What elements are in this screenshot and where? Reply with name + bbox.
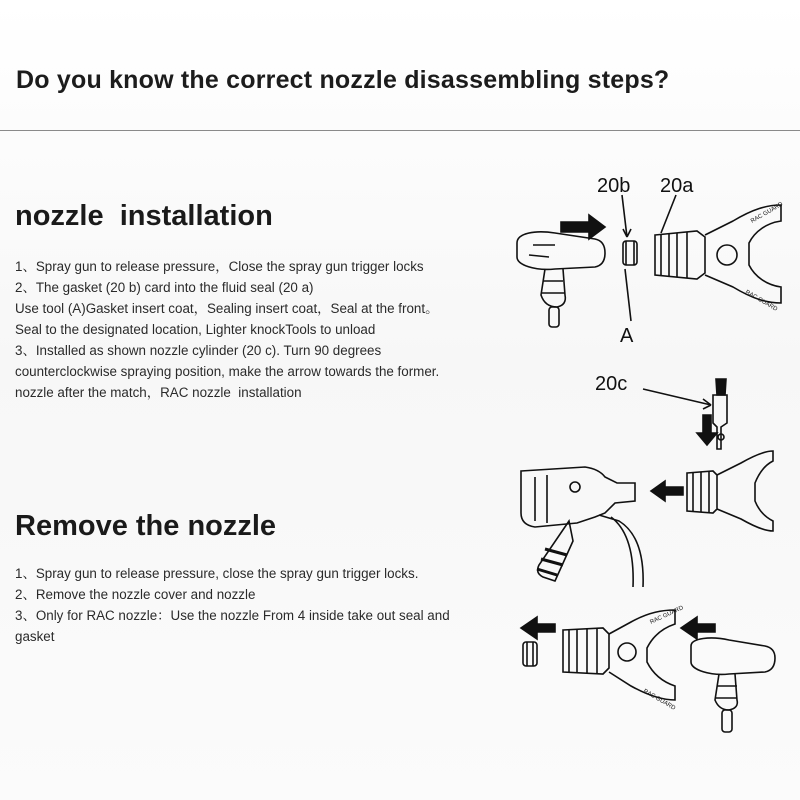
guard-text-bottom: RAC GUARD — [744, 289, 779, 313]
mounted-guard-icon — [687, 471, 717, 513]
down-arrow-icon — [697, 415, 717, 445]
removal-heading: Remove the nozzle — [15, 510, 277, 542]
removed-gasket-icon — [523, 642, 537, 666]
installation-step-line: 3、Installed as shown nozzle cylinder (20 c). Turn 90 degrees — [15, 343, 382, 358]
nozzle-guard-icon — [655, 231, 705, 279]
label-20c: 20c — [595, 373, 628, 395]
label-20b: 20b — [597, 175, 631, 197]
removal-step-line: 3、Only for RAC nozzle：Use the nozzle From 4 inside take out seal and gasket — [15, 608, 450, 644]
installation-steps — [15, 256, 500, 403]
title-divider — [0, 130, 800, 131]
removal-guard-text-bottom: RAC GUARD — [642, 688, 677, 712]
gasket-insertion-diagram — [505, 165, 795, 355]
page-title: Do you know the correct nozzle disassembling steps? — [16, 66, 670, 94]
nozzle-removal-drawing — [515, 600, 800, 740]
removal-guard-text-top: RAC GUARD — [649, 605, 685, 626]
guard-text-top: RAC GUARD — [750, 201, 785, 225]
removal-tool-icon — [691, 638, 775, 674]
gasket-insertion-drawing — [505, 165, 795, 355]
spray-gun-icon — [521, 467, 635, 527]
removal-step-line: 2、Remove the nozzle cover and nozzle — [15, 587, 256, 602]
left-arrow-icon — [651, 481, 683, 501]
removal-guard-icon — [563, 628, 609, 674]
nozzle-tip-20c-icon — [713, 395, 727, 449]
installation-step-line: 2、The gasket (20 b) card into the fluid seal (20 a) — [15, 280, 314, 295]
push-in-arrow-icon — [681, 617, 715, 639]
installation-heading: nozzle installation — [15, 200, 273, 232]
installation-step-line: nozzle after the match，RAC nozzle installation — [15, 385, 302, 400]
nozzle-mount-diagram — [515, 365, 800, 595]
label-20a: 20a — [660, 175, 694, 197]
installation-step-line: counterclockwise spraying position, make the arrow towards the former. — [15, 364, 440, 379]
nozzle-mount-drawing — [515, 365, 800, 595]
gasket-20b-icon — [623, 241, 637, 265]
remove-arrow-icon — [521, 617, 555, 639]
installation-step-line: Use tool (A)Gasket insert coat，Sealing insert coat，Seal at the front。 — [15, 301, 439, 316]
nozzle-removal-diagram — [515, 600, 800, 740]
removal-step-line: 1、Spray gun to release pressure, close the spray gun trigger locks. — [15, 566, 419, 581]
installation-step-line: Seal to the designated location, Lighter knockTools to unload — [15, 322, 376, 337]
label-A: A — [620, 325, 634, 347]
removal-steps — [15, 563, 475, 647]
installation-step-line: 1、Spray gun to release pressure，Close the spray gun trigger locks — [15, 259, 424, 274]
